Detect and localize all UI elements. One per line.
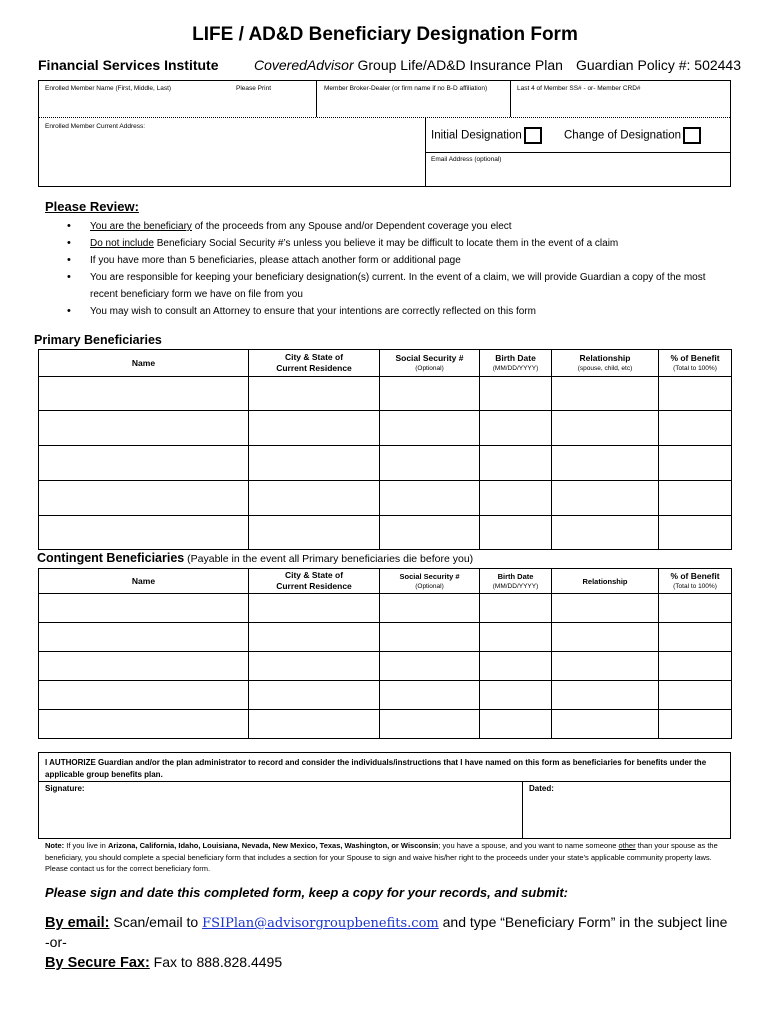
contingent-beneficiaries-table — [38, 568, 732, 739]
cell-input[interactable] — [480, 516, 552, 550]
change-designation-label: Change of Designation — [564, 129, 681, 142]
cell-input[interactable] — [552, 681, 659, 710]
col-ssn-sub: (Optional) — [415, 583, 444, 590]
cell-input[interactable] — [380, 516, 480, 550]
plan-name-rest: Group Life/AD&D Insurance Plan — [353, 57, 563, 73]
cell-input[interactable] — [39, 481, 249, 516]
cell-input[interactable] — [380, 623, 480, 652]
col-city-label-2: Current Residence — [276, 363, 352, 373]
cell-input[interactable] — [659, 652, 732, 681]
review-item: • You are responsible for keeping your beneficiary designation(s) current. In the event of a claim, we will provide Guardian a copy of the most recent beneficiary form we have on file from you — [64, 269, 724, 303]
col-name-label: Name — [131, 575, 156, 586]
primary-heading: Primary Beneficiaries — [34, 333, 162, 347]
col-pct-sub: (Total to 100%) — [673, 365, 717, 372]
cell-input[interactable] — [659, 710, 732, 739]
table-row — [39, 411, 732, 446]
col-birth-sub: (MM/DD/YYYY) — [492, 583, 539, 590]
col-ssn-label: Social Security # — [399, 572, 460, 581]
contingent-heading-note: (Payable in the event all Primary beneficiaries die before you) — [184, 553, 474, 565]
note-label: Note: — [45, 841, 65, 850]
cell-input[interactable] — [249, 411, 380, 446]
cell-input[interactable] — [249, 594, 380, 623]
cell-input[interactable] — [480, 446, 552, 481]
note-text: than your spouse as the beneficiary, you should complete a special beneficiary form that includes a section for your Spouse to sign and waive his/her right to the proceeds under your state’s applicable community property laws. Please contact us for the correct beneficiary form. — [45, 841, 718, 873]
note-emphasis: other — [618, 841, 636, 850]
cell-input[interactable] — [552, 446, 659, 481]
table-row — [39, 594, 732, 623]
col-ssn-header — [380, 569, 480, 594]
col-rel-label: Relationship — [582, 576, 628, 586]
table-row — [39, 623, 732, 652]
cell-input[interactable] — [659, 411, 732, 446]
member-name-field[interactable]: Enrolled Member Name (First, Middle, Last) — [45, 85, 172, 92]
cell-input[interactable] — [552, 710, 659, 739]
cell-input[interactable] — [480, 652, 552, 681]
contingent-heading — [37, 551, 473, 565]
col-ssn-header — [380, 350, 480, 377]
cell-input[interactable] — [249, 710, 380, 739]
cell-input[interactable] — [380, 377, 480, 411]
review-item-emphasis: You are the beneficiary — [90, 221, 192, 232]
plan-name — [254, 57, 563, 73]
dated-field[interactable]: Dated: — [529, 784, 554, 793]
cell-input[interactable] — [249, 681, 380, 710]
col-birth-sub: (MM/DD/YYYY) — [492, 365, 539, 372]
note-text: ; you have a spouse, and you want to name someone — [438, 841, 619, 850]
col-rel-label: Relationship — [579, 353, 631, 363]
initial-designation-checkbox[interactable] — [524, 127, 542, 144]
cell-input[interactable] — [552, 481, 659, 516]
cell-input[interactable] — [249, 377, 380, 411]
authorization-box — [38, 752, 731, 839]
review-item-emphasis: Do not include — [90, 238, 154, 249]
member-row-divider — [39, 117, 730, 118]
cell-input[interactable] — [380, 481, 480, 516]
review-list — [64, 218, 724, 320]
table-header-row — [39, 350, 732, 377]
cell-input[interactable] — [249, 652, 380, 681]
table-row — [39, 516, 732, 550]
review-heading: Please Review: — [45, 199, 139, 214]
cell-input[interactable] — [480, 377, 552, 411]
member-info-box — [38, 80, 731, 187]
email-post-text: and type “Beneficiary Form” in the subject line — [438, 914, 728, 930]
table-row — [39, 652, 732, 681]
col-city-label-2: Current Residence — [276, 581, 352, 591]
table-row — [39, 377, 732, 411]
cell-input[interactable] — [380, 411, 480, 446]
member-address-field[interactable]: Enrolled Member Current Address: — [45, 123, 146, 130]
table-row — [39, 481, 732, 516]
cell-input[interactable] — [659, 377, 732, 411]
broker-dealer-field[interactable]: Member Broker-Dealer (or firm name if no B-D affiliation) — [324, 85, 488, 92]
submit-instruction: Please sign and date this completed form, keep a copy for your records, and submit: — [45, 885, 569, 900]
policy-number: Guardian Policy #: 502443 — [576, 57, 741, 73]
cell-input[interactable] — [659, 681, 732, 710]
email-method-label: By email: — [45, 915, 110, 931]
cell-input[interactable] — [659, 446, 732, 481]
table-row — [39, 681, 732, 710]
cell-input[interactable] — [480, 681, 552, 710]
col-birth-label: Birth Date — [495, 353, 536, 363]
cell-input[interactable] — [249, 446, 380, 481]
col-name-header — [39, 350, 249, 377]
fax-method-label: By Secure Fax: — [45, 955, 150, 971]
col-ssn-sub: (Optional) — [415, 365, 444, 372]
email-address-field[interactable]: Email Address (optional) — [431, 156, 502, 163]
cell-input[interactable] — [39, 516, 249, 550]
cell-input[interactable] — [39, 594, 249, 623]
email-instruction — [45, 914, 727, 931]
note-states: Arizona, California, Idaho, Louisiana, Nevada, New Mexico, Texas, Washington, or Wisconsin — [107, 841, 439, 850]
email-pre-text: Scan/email to — [109, 914, 203, 930]
change-designation-option[interactable] — [564, 127, 701, 144]
review-item — [64, 218, 724, 235]
col-pct-label: % of Benefit — [670, 571, 720, 581]
please-print-label: Please Print — [236, 85, 272, 92]
review-item-text: Beneficiary Social Security #’s unless you believe it may be difficult to locate them in the event of a claim — [153, 238, 619, 249]
cell-input[interactable] — [249, 623, 380, 652]
cell-input[interactable] — [39, 623, 249, 652]
col-city-header — [249, 569, 380, 594]
cell-input[interactable] — [380, 446, 480, 481]
fax-instruction — [45, 954, 282, 971]
cell-input[interactable] — [659, 481, 732, 516]
cell-input[interactable] — [659, 516, 732, 550]
col-rel-header — [552, 350, 659, 377]
cell-input[interactable] — [552, 377, 659, 411]
col-pct-label: % of Benefit — [670, 353, 720, 363]
email-link[interactable]: FSIPlan@advisorgroupbenefits.com — [202, 916, 439, 931]
col-pct-header — [659, 569, 732, 594]
cell-input[interactable] — [659, 623, 732, 652]
col-name-header — [39, 569, 249, 594]
or-separator: -or- — [45, 934, 67, 950]
cell-input[interactable] — [39, 411, 249, 446]
cell-input[interactable] — [552, 516, 659, 550]
cell-input[interactable] — [39, 710, 249, 739]
cell-input[interactable] — [380, 652, 480, 681]
cell-input[interactable] — [380, 710, 480, 739]
contingent-heading-title: Contingent Beneficiaries — [37, 551, 185, 565]
initial-designation-label: Initial Designation — [431, 129, 522, 142]
authorization-text: I AUTHORIZE Guardian and/or the plan administrator to record and consider the individuals/instructions that I have named on this form as beneficiaries for benefits under the applicable group benefits plan. — [45, 758, 707, 779]
member-ssn-field[interactable]: Last 4 of Member SS# - or- Member CRD# — [517, 85, 641, 92]
form-title: LIFE / AD&D Beneficiary Designation Form — [192, 24, 578, 45]
community-property-note — [45, 840, 735, 875]
review-item: • If you have more than 5 beneficiaries, please attach another form or additional page — [64, 252, 724, 269]
col-city-label: City & State of — [284, 570, 344, 580]
review-item: • You may wish to consult an Attorney to ensure that your intentions are correctly reflected on this form — [64, 303, 724, 320]
cell-input[interactable] — [249, 516, 380, 550]
initial-designation-option[interactable] — [431, 127, 542, 144]
cell-input[interactable] — [480, 411, 552, 446]
cell-input[interactable] — [552, 411, 659, 446]
table-row — [39, 710, 732, 739]
col-rel-sub: (spouse, child, etc) — [577, 365, 633, 372]
col-ssn-label: Social Security # — [395, 353, 464, 363]
divider — [522, 781, 523, 838]
note-text: If you live in — [64, 841, 108, 850]
divider — [425, 152, 730, 153]
cell-input[interactable] — [659, 594, 732, 623]
cell-input[interactable] — [552, 594, 659, 623]
cell-input[interactable] — [39, 681, 249, 710]
cell-input[interactable] — [480, 481, 552, 516]
cell-input[interactable] — [552, 652, 659, 681]
col-pct-header — [659, 350, 732, 377]
col-birth-header — [480, 350, 552, 377]
col-pct-sub: (Total to 100%) — [673, 583, 717, 590]
divider — [510, 81, 511, 117]
divider — [316, 81, 317, 117]
table-header-row — [39, 569, 732, 594]
cell-input[interactable] — [480, 623, 552, 652]
cell-input[interactable] — [39, 446, 249, 481]
cell-input[interactable] — [39, 377, 249, 411]
col-city-label: City & State of — [284, 352, 344, 362]
organization-name: Financial Services Institute — [38, 57, 219, 73]
review-item-text: of the proceeds from any Spouse and/or Dependent coverage you elect — [191, 221, 512, 232]
cell-input[interactable] — [249, 481, 380, 516]
review-item — [64, 235, 724, 252]
table-row — [39, 446, 732, 481]
col-birth-label: Birth Date — [497, 572, 534, 581]
col-birth-header — [480, 569, 552, 594]
fax-number: Fax to 888.828.4495 — [149, 954, 283, 970]
cell-input[interactable] — [380, 681, 480, 710]
cell-input[interactable] — [39, 652, 249, 681]
plan-name-italic: CoveredAdvisor — [254, 57, 354, 73]
divider — [39, 781, 730, 782]
col-city-header — [249, 350, 380, 377]
cell-input[interactable] — [380, 594, 480, 623]
primary-beneficiaries-table — [38, 349, 732, 550]
cell-input[interactable] — [480, 594, 552, 623]
col-name-label: Name — [131, 357, 156, 368]
change-designation-checkbox[interactable] — [683, 127, 701, 144]
cell-input[interactable] — [552, 623, 659, 652]
signature-field[interactable]: Signature: — [45, 784, 85, 793]
cell-input[interactable] — [480, 710, 552, 739]
col-rel-header — [552, 569, 659, 594]
